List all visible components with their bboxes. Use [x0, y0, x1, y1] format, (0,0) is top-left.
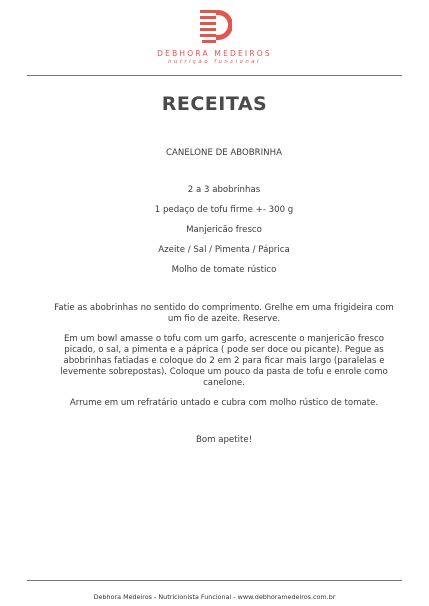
preparation-steps — [54, 303, 394, 409]
ingredient-item: Azeite / Sal / Pimenta / Páprica — [158, 245, 290, 255]
brand-name: DEBHORA MEDEIROS — [157, 49, 272, 58]
page-title: RECEITAS — [161, 93, 268, 115]
brand-tagline: nutrição funcional — [168, 59, 261, 65]
ingredient-item: Manjericão fresco — [186, 225, 262, 235]
recipe-name: CANELONE DE ABOBRINHA — [166, 148, 282, 158]
ingredient-list — [54, 185, 394, 276]
step-paragraph: Fatie as abobrinhas no sentido do comprimento. Grelhe em uma frigideira com um fio de azeite. Reserve. — [54, 303, 394, 324]
ingredient-item: Molho de tomate rústico — [171, 265, 277, 275]
logo-d-fork-icon — [198, 8, 232, 46]
recipe-body — [54, 148, 394, 455]
footer-text: Debhora Medeiros - Nutricionista Funcional - www.debhoramedeiros.com.br — [93, 593, 336, 601]
ingredient-item: 1 pedaço de tofu firme +- 300 g — [154, 205, 294, 215]
ingredient-item: 2 a 3 abobrinhas — [187, 185, 261, 195]
closing-note: Bom apetite! — [195, 435, 253, 445]
step-paragraph: Em um bowl amasse o tofu com um garfo, acrescente o manjericão fresco picado, o sal, a pimenta e a páprica ( pode ser doce ou picante). Pegue as abobrinhas fatiadas e coloque do 2 em 2 para ficar mais largo (paralelas e levemente sobrepostas). Coloque um pouco da pasta de tofu e enrole como canelone. — [60, 334, 388, 388]
footer-divider — [27, 580, 402, 581]
header-divider — [27, 75, 402, 76]
brand-logo — [0, 8, 429, 65]
step-paragraph: Arrume em um refratário untado e cubra com molho rústico de tomate. — [69, 398, 379, 408]
